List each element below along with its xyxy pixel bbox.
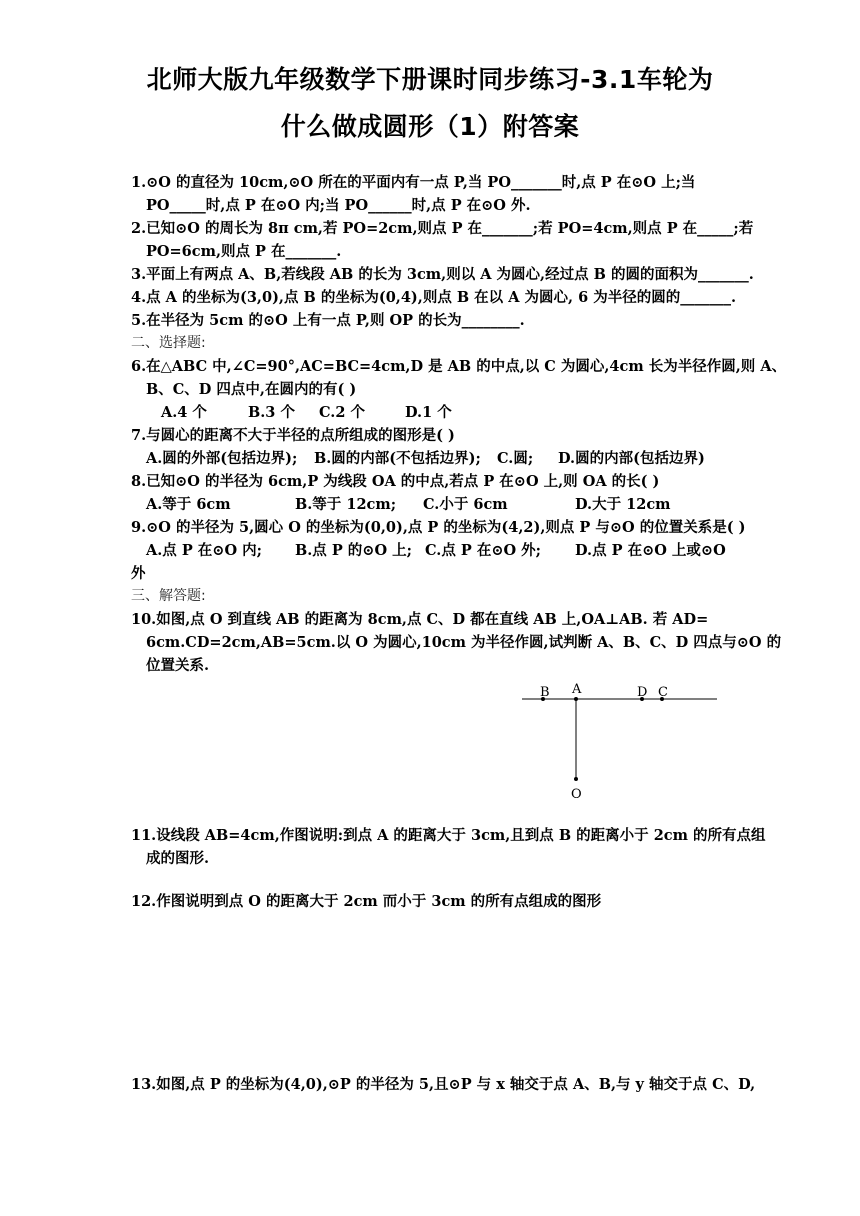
question-7-option-d: D.圆的内部(包括边界) xyxy=(558,450,705,467)
question-7-option-a: A.圆的外部(包括边界); xyxy=(146,450,298,467)
label-a: A xyxy=(572,682,582,697)
question-6-option-c: C.2 个 xyxy=(319,404,365,421)
question-2-line-2: PO=6cm,则点 P 在_______. xyxy=(146,243,342,260)
label-o: O xyxy=(571,787,582,802)
question-5: 5.在半径为 5cm 的⊙O 上有一点 P,则 OP 的长为________. xyxy=(131,312,525,329)
question-9-option-a: A.点 P 在⊙O 内; xyxy=(146,542,262,559)
question-9-line-1: 9.⊙O 的半径为 5,圆心 O 的坐标为(0,0),点 P 的坐标为(4,2),则点 P 与⊙O 的位置关系是( ) xyxy=(131,519,746,536)
question-9-option-b: B.点 P 的⊙O 上; xyxy=(295,542,412,559)
question-11-line-2: 成的图形. xyxy=(146,850,210,867)
figure-line-ab-point-o xyxy=(515,676,725,806)
question-10-line-3: 位置关系. xyxy=(146,657,210,674)
section-heading-answer: 三、解答题: xyxy=(131,588,206,604)
question-7-option-b: B.圆的内部(不包括边界); xyxy=(314,450,481,467)
question-9-option-d-continued: 外 xyxy=(131,565,146,582)
question-9-option-c: C.点 P 在⊙O 外; xyxy=(425,542,542,559)
label-d: D xyxy=(637,685,648,700)
question-13-line-1: 13.如图,点 P 的坐标为(4,0),⊙P 的半径为 5,且⊙P 与 x 轴交于点 A、B,与 y 轴交于点 C、D, xyxy=(131,1076,756,1093)
question-10-line-1: 10.如图,点 O 到直线 AB 的距离为 8cm,点 C、D 都在直线 AB 上,OA⊥AB. 若 AD= xyxy=(131,611,709,628)
question-10-line-2: 6cm.CD=2cm,AB=5cm.以 O 为圆心,10cm 为半径作圆,试判断 A、B、C、D 四点与⊙O 的 xyxy=(146,634,782,651)
page-title-line-2: 什么做成圆形（1）附答案 xyxy=(280,112,580,141)
section-heading-choice: 二、选择题: xyxy=(131,335,206,351)
question-7-option-c: C.圆; xyxy=(497,450,534,467)
question-2-line-1: 2.已知⊙O 的周长为 8π cm,若 PO=2cm,则点 P 在_______;若 PO=4cm,则点 P 在_____;若 xyxy=(131,220,754,237)
question-1-line-1: 1.⊙O 的直径为 10cm,⊙O 所在的平面内有一点 P,当 PO_______时,点 P 在⊙O 上;当 xyxy=(131,174,696,191)
question-9-option-d: D.点 P 在⊙O 上或⊙O xyxy=(575,542,726,559)
label-b: B xyxy=(540,685,550,700)
page-title-line-1: 北师大版九年级数学下册课时同步练习-3.1车轮为 xyxy=(146,65,714,94)
question-6-line-2: B、C、D 四点中,在圆内的有( ) xyxy=(146,381,357,398)
question-11-line-1: 11.设线段 AB=4cm,作图说明:到点 A 的距离大于 3cm,且到点 B 的距离小于 2cm 的所有点组 xyxy=(131,827,766,844)
question-7-line-1: 7.与圆心的距离不大于半径的点所组成的图形是( ) xyxy=(131,427,455,444)
question-12: 12.作图说明到点 O 的距离大于 2cm 而小于 3cm 的所有点组成的图形 xyxy=(131,893,602,910)
question-4: 4.点 A 的坐标为(3,0),点 B 的坐标为(0,4),则点 B 在以 A 为圆心, 6 为半径的圆的_______. xyxy=(131,289,737,306)
question-6-line-1: 6.在△ABC 中,∠C=90°,AC=BC=4cm,D 是 AB 的中点,以 C 为圆心,4cm 长为半径作圆,则 A、 xyxy=(131,358,787,375)
question-6-option-b: B.3 个 xyxy=(248,404,295,421)
question-1-line-2: PO_____时,点 P 在⊙O 内;当 PO______时,点 P 在⊙O 外. xyxy=(146,197,531,214)
question-6-option-a: A.4 个 xyxy=(161,404,207,421)
point-a-dot xyxy=(574,697,578,701)
label-c: C xyxy=(658,685,668,700)
question-3: 3.平面上有两点 A、B,若线段 AB 的长为 3cm,则以 A 为圆心,经过点 B 的圆的面积为_______. xyxy=(131,266,754,283)
question-8-line-1: 8.已知⊙O 的半径为 6cm,P 为线段 OA 的中点,若点 P 在⊙O 上,则 OA 的长( ) xyxy=(131,473,660,490)
question-8-option-c: C.小于 6cm xyxy=(423,496,508,513)
question-6-option-d: D.1 个 xyxy=(405,404,452,421)
question-8-option-a: A.等于 6cm xyxy=(146,496,231,513)
question-8-option-d: D.大于 12cm xyxy=(575,496,671,513)
question-8-option-b: B.等于 12cm; xyxy=(295,496,397,513)
point-o-dot xyxy=(574,777,578,781)
